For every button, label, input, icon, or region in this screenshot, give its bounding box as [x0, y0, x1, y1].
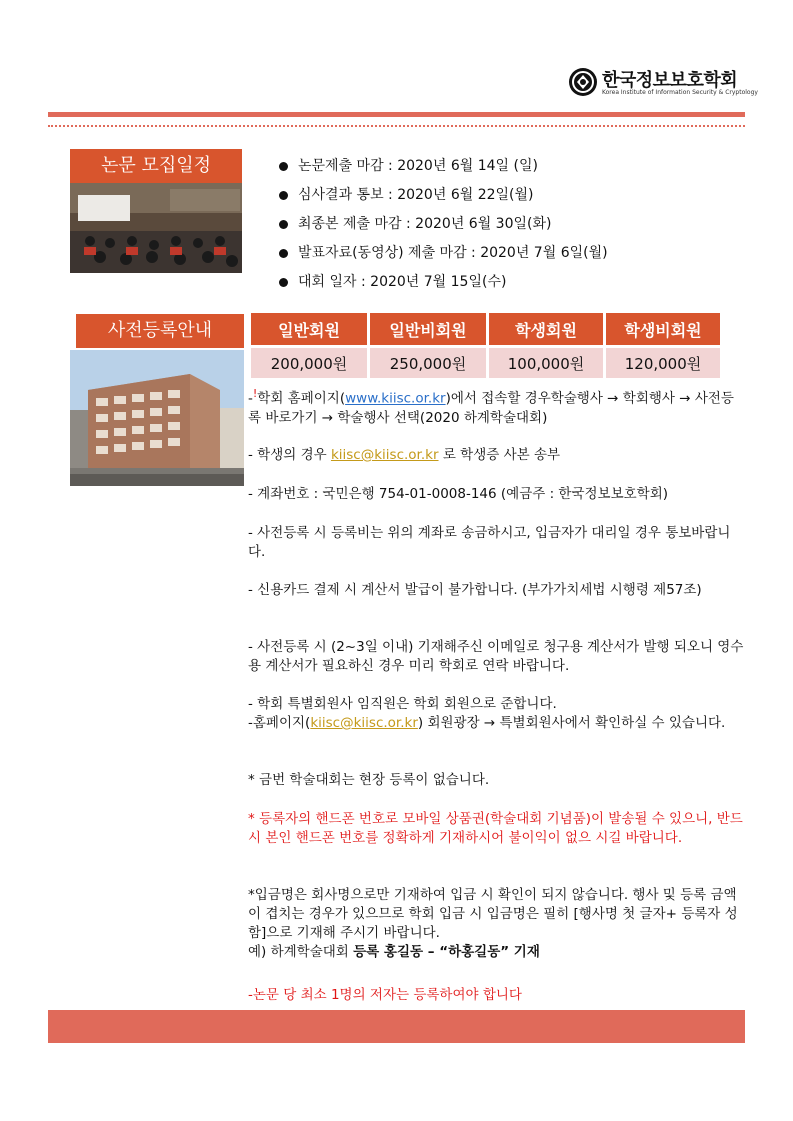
bank-account-paragraph: - 계좌번호 : 국민은행 754-01-0008-146 (예금주 : 한국정보보호학회) — [248, 486, 669, 502]
paragraph-text: 학회 홈페이지( — [257, 390, 346, 407]
paragraph-text: - 학회 특별회원사 임직원은 학회 회원으로 준합니다. — [248, 696, 557, 712]
student-note-paragraph — [248, 446, 744, 465]
fee-header-student-member: 학생회원 — [489, 313, 603, 345]
fee-header-regular-member: 일반회원 — [251, 313, 367, 345]
conference-room-photo — [70, 183, 242, 273]
fee-regular-nonmember: 250,000원 — [370, 345, 486, 378]
paragraph-text: -홈페이지( — [248, 715, 311, 731]
registration-guide-paragraph — [248, 384, 744, 428]
fee-header-regular-nonmember: 일반비회원 — [370, 313, 486, 345]
dotted-divider — [48, 125, 745, 127]
email-link[interactable]: kiisc@kiisc.or.kr — [330, 447, 439, 463]
org-name-en: Korea Institute of Information Security & Cryptology — [602, 89, 758, 96]
paragraph-text: ) 회원광장 → 특별회원사에서 확인하실 수 있습니다. — [417, 715, 726, 731]
credit-card-note-paragraph: - 신용카드 결제 시 계산서 발급이 불가합니다. (부가가치세법 시행령 제57조) — [248, 582, 702, 598]
fee-header-student-nonmember: 학생비회원 — [606, 313, 720, 345]
schedule-item: 발표자료(동영상) 제출 마감 : 2020년 7월 6일(월) — [276, 239, 608, 268]
fee-table — [248, 313, 723, 378]
note-mark: ! — [252, 387, 258, 400]
fee-table-row — [251, 345, 720, 378]
schedule-section-label: 논문 모집일정 — [70, 149, 242, 183]
onsite-registration-note: * 금번 학술대회는 현장 등록이 없습니다. — [248, 772, 490, 788]
paragraph-text: 로 학생증 사본 송부 — [438, 447, 561, 463]
paragraph-text: )에서 접속할 경우학술행사 → 학회행사 → 사전등록 바로가기 → 학술행사 선택(2020 하계학술대회) — [248, 390, 734, 426]
fee-table-header-row — [251, 313, 720, 345]
fee-student-nonmember: 120,000원 — [606, 345, 720, 378]
paragraph-text: - 학생의 경우 — [248, 447, 331, 463]
fee-student-member: 100,000원 — [489, 345, 603, 378]
paragraph-prefix: - — [248, 390, 253, 407]
footer-bar — [48, 1010, 745, 1043]
paragraph-text: *입금명은 회사명으로만 기재하여 입금 시 확인이 되지 않습니다. 행사 및 등록 금액이 겹치는 경우가 있으므로 학회 입금 시 입금명은 필히 [행사명 첫 글자+ 등록자 성함]으로 기재해 주시기 바랍니다. — [248, 887, 738, 941]
mobile-voucher-notice: * 등록자의 핸드폰 번호로 모바일 상품권(학술대회 기념품)이 발송될 수 있으니, 반드시 본인 핸드폰 번호를 정확하게 기재하시어 불이익이 없으 시길 바랍니다. — [248, 811, 743, 846]
fee-regular-member: 200,000원 — [251, 345, 367, 378]
header-divider — [48, 112, 745, 117]
invoice-note-paragraph: - 사전등록 시 (2~3일 이내) 기재해주신 이메일로 청구용 계산서가 발행 되오니 영수용 계산서가 필요하신 경우 미리 학회로 연락 바랍니다. — [248, 639, 744, 674]
org-logo — [568, 66, 758, 102]
email-link[interactable]: kiisc@kiisc.or.kr — [310, 715, 418, 731]
schedule-item: 논문제출 마감 : 2020년 6월 14일 (일) — [276, 152, 608, 181]
paragraph-text: 예) 하계학술대회 — [248, 944, 354, 960]
org-seal-icon — [568, 67, 598, 97]
schedule-item: 최종본 제출 마감 : 2020년 6월 30일(화) — [276, 210, 608, 239]
homepage-link[interactable]: www.kiisc.or.kr — [345, 390, 446, 407]
special-member-paragraph — [248, 695, 744, 733]
deposit-name-paragraph — [248, 886, 744, 962]
deposit-example: 등록 홍길동 – “하홍길동” 기재 — [353, 944, 540, 960]
building-photo — [70, 350, 244, 486]
author-registration-requirement: -논문 당 최소 1명의 저자는 등록하여야 합니다 — [248, 987, 522, 1003]
schedule-item: 심사결과 통보 : 2020년 6월 22일(월) — [276, 181, 608, 210]
org-name: 한국정보보호학회 — [602, 70, 738, 91]
schedule-list — [276, 152, 608, 297]
schedule-item: 대회 일자 : 2020년 7월 15일(수) — [276, 268, 608, 297]
registration-section-label: 사전등록안내 — [76, 314, 244, 348]
transfer-note-paragraph: - 사전등록 시 등록비는 위의 계좌로 송금하시고, 입금자가 대리일 경우 통보바랍니다. — [248, 525, 731, 560]
